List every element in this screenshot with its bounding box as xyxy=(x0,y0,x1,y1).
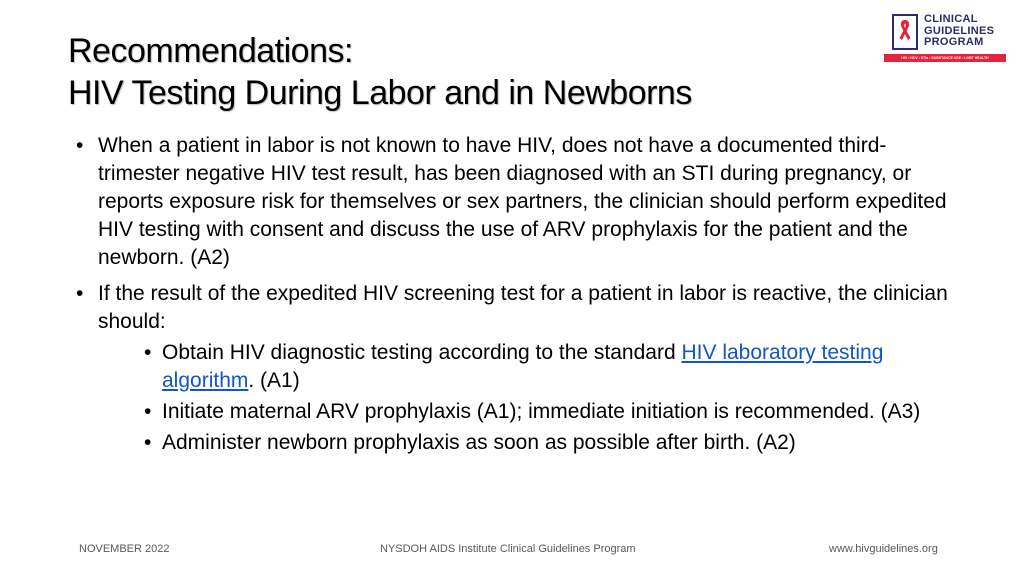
logo-line-program: PROGRAM xyxy=(924,36,984,48)
clinical-guidelines-logo xyxy=(884,14,1014,64)
title-line-2: HIV Testing During Labor and in Newborns xyxy=(68,74,692,112)
footer-program: NYSDOH AIDS Institute Clinical Guidelines Program xyxy=(380,543,636,555)
sub-bullet-newborn-prophylaxis xyxy=(124,429,952,457)
bullet-list xyxy=(72,132,952,457)
logo-tagline-bar: HIV • HCV • STIs • SUBSTANCE USE • LGBT HEALTH xyxy=(884,54,1006,62)
footer-date: NOVEMBER 2022 xyxy=(79,543,170,555)
bullet-text: If the result of the expedited HIV screening test for a patient in labor is reactive, the clinician should: xyxy=(98,282,948,333)
logo-wordmark xyxy=(924,14,994,49)
sub-bullet-list xyxy=(98,339,952,457)
sub-bullet-text: Administer newborn prophylaxis as soon as possible after birth. (A2) xyxy=(162,431,796,454)
logo-line-clinical: CLINICAL xyxy=(924,13,978,25)
sub-bullet-text-before: Obtain HIV diagnostic testing according to the standard xyxy=(162,341,682,364)
footer-website: www.hivguidelines.org xyxy=(829,543,938,555)
slide-body xyxy=(72,132,952,465)
hiv-lab-testing-algorithm-link[interactable]: HIV laboratory testing algorithm xyxy=(162,341,884,392)
logo-frame xyxy=(892,14,918,50)
sub-bullet-text-after: . (A1) xyxy=(248,369,300,392)
sub-bullet-maternal-prophylaxis xyxy=(124,398,952,426)
bullet-item-expedited-testing xyxy=(72,132,952,272)
logo-line-guidelines: GUIDELINES xyxy=(924,24,995,37)
bullet-text: When a patient in labor is not known to have HIV, does not have a documented third-trimester negative HIV test result, has been diagnosed with an STI during pregnancy, or reports exposure risk for themselves or sex partners, the clinician should perform expedited HIV testing with consent and discuss the use of ARV prophylaxis for the patient and the newborn. (A2) xyxy=(98,134,947,269)
title-line-1: Recommendations: xyxy=(68,32,353,70)
sub-bullet-diagnostic-testing xyxy=(124,339,952,395)
bullet-item-reactive-result xyxy=(72,280,952,457)
red-ribbon-icon xyxy=(894,16,916,48)
slide-title xyxy=(68,30,692,114)
sub-bullet-text: Initiate maternal ARV prophylaxis (A1); immediate initiation is recommended. (A3) xyxy=(162,400,921,423)
